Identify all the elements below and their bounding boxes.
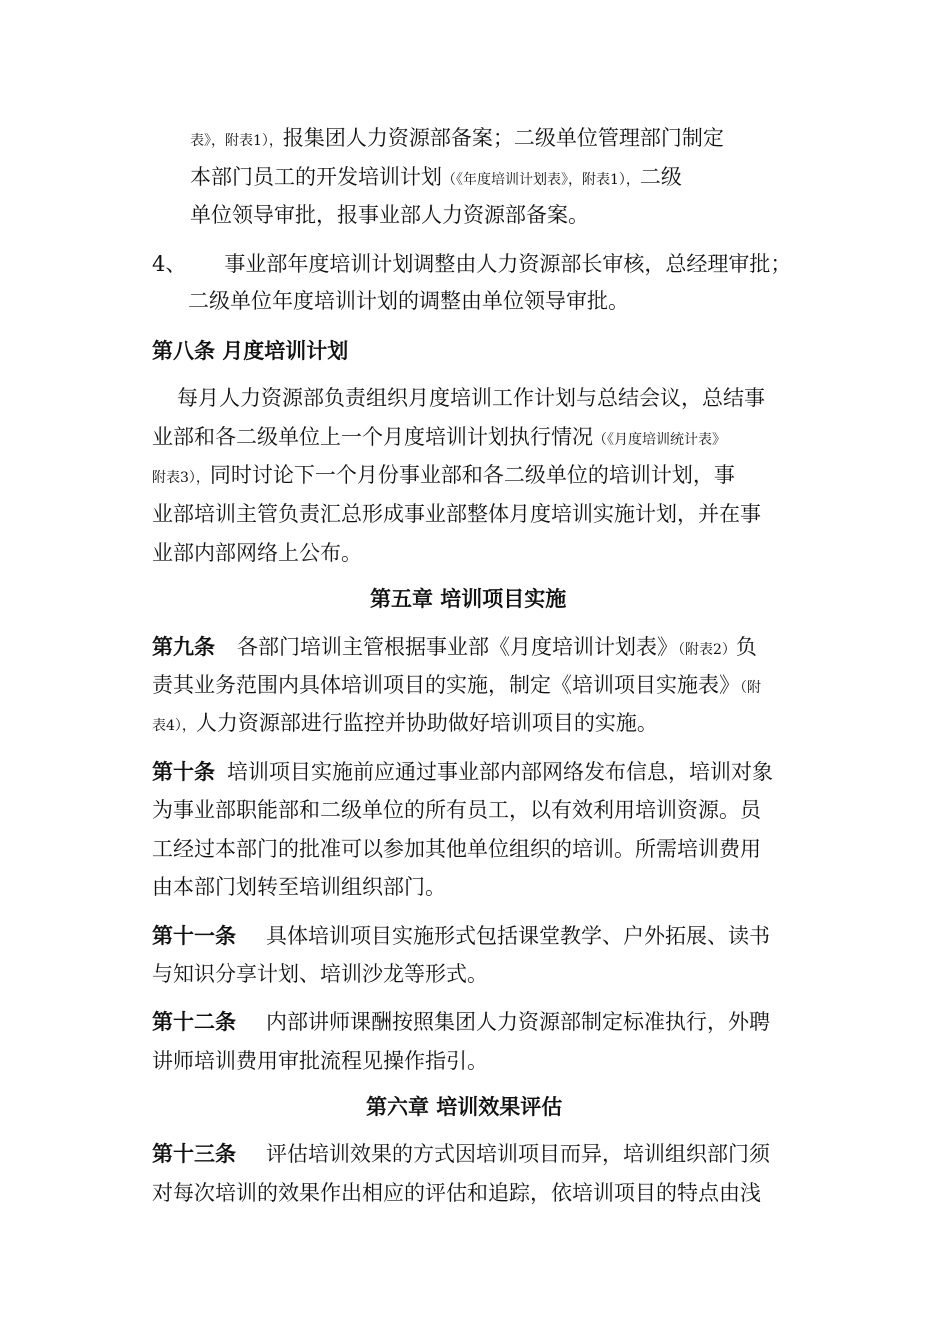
list-number: 4、 — [152, 252, 187, 276]
article-label: 第十一条 — [152, 923, 236, 948]
article-label: 第九条 — [152, 634, 215, 659]
inline-note: （附 — [740, 680, 761, 696]
text-line — [152, 757, 773, 787]
list-item — [152, 249, 791, 279]
line-text: 为事业部职能部和二级单位的所有员工，以有效利用培训资源。员 — [152, 798, 761, 822]
text-line — [152, 1139, 770, 1169]
text-line — [190, 162, 682, 192]
inline-note: 表》，附表1）， — [190, 133, 283, 149]
chapter-heading: 第六章 培训效果评估 — [366, 1094, 563, 1119]
line-text: 本部门员工的开发培训计划 — [190, 165, 442, 189]
line-text: 二级单位年度培训计划的调整由单位领导审批。 — [188, 289, 629, 313]
line-text: 具体培训项目实施形式包括课堂教学、户外拓展、读书 — [266, 924, 770, 948]
article-heading: 第八条 月度培训计划 — [152, 338, 349, 363]
line-text: 讲师培训费用审批流程见操作指引。 — [152, 1049, 488, 1073]
text-line — [152, 921, 770, 951]
text-line — [152, 708, 658, 738]
line-text: 负 — [735, 635, 757, 659]
article-label: 第十三条 — [152, 1141, 236, 1166]
line-text: 评估培训效果的方式因培训项目而异，培训组织部门须 — [266, 1142, 770, 1166]
line-text: 单位领导审批，报事业部人力资源部备案。 — [190, 203, 589, 227]
article-label: 第十二条 — [152, 1009, 236, 1034]
inline-note: （《月度培训统计表》 — [593, 432, 726, 448]
line-text: 业部内部网络上公布。 — [152, 541, 362, 565]
text-line — [190, 123, 724, 153]
chapter-heading: 第五章 培训项目实施 — [370, 586, 567, 611]
line-text: 每月人力资源部负责组织月度培训工作计划与总结会议，总结事 — [177, 386, 765, 410]
line-text: 报集团人力资源部备案；二级单位管理部门制定 — [282, 126, 724, 150]
line-text: 人力资源部进行监控并协助做好培训项目的实施。 — [195, 711, 658, 735]
line-text: 与知识分享计划、培训沙龙等形式。 — [152, 962, 488, 986]
line-text: 各部门培训主管根据事业部《月度培训计划表》 — [237, 635, 678, 659]
text-line — [152, 460, 735, 490]
text-line — [152, 959, 488, 989]
line-text: 培训项目实施前应通过事业部内部网络发布信息，培训对象 — [227, 760, 773, 784]
text-line — [152, 499, 761, 529]
text-line — [177, 383, 765, 413]
line-text: 业部培训主管负责汇总形成事业部整体月度培训实施计划，并在事 — [152, 502, 761, 526]
inline-note: （附表2） — [678, 642, 736, 658]
text-line — [152, 795, 761, 825]
line-text: 同时讨论下一个月份事业部和各二级单位的培训计划，事 — [209, 463, 735, 487]
text-line — [152, 834, 761, 864]
line-text: 由本部门划转至培训组织部门。 — [152, 875, 446, 899]
text-line — [190, 200, 589, 230]
line-text: 业部和各二级单位上一个月度培训计划执行情况 — [152, 425, 593, 449]
line-text: 责其业务范围内具体培训项目的实施，制定《培训项目实施表》 — [152, 673, 740, 697]
line-text: 事业部年度培训计划调整由人力资源部长审核，总经理审批； — [224, 252, 792, 276]
text-line — [152, 1046, 488, 1076]
text-line — [152, 872, 446, 902]
text-line — [152, 538, 362, 568]
line-text: 工经过本部门的批准可以参加其他单位组织的培训。所需培训费用 — [152, 837, 761, 861]
inline-note: 附表3）， — [152, 470, 210, 486]
inline-note: 表4）， — [152, 718, 196, 734]
inline-note: （《年度培训计划表》，附表1）， — [442, 172, 640, 188]
line-text: 内部讲师课酬按照集团人力资源部制定标准执行，外聘 — [266, 1010, 770, 1034]
text-line — [152, 422, 726, 452]
article-label: 第十条 — [152, 759, 215, 784]
text-line — [188, 286, 629, 316]
text-line — [152, 670, 761, 700]
line-text: 对每次培训的效果作出相应的评估和追踪，依培训项目的特点由浅 — [152, 1181, 761, 1205]
text-line — [152, 1178, 761, 1208]
line-text: 二级 — [639, 165, 682, 189]
text-line — [152, 632, 757, 662]
text-line — [152, 1007, 770, 1037]
